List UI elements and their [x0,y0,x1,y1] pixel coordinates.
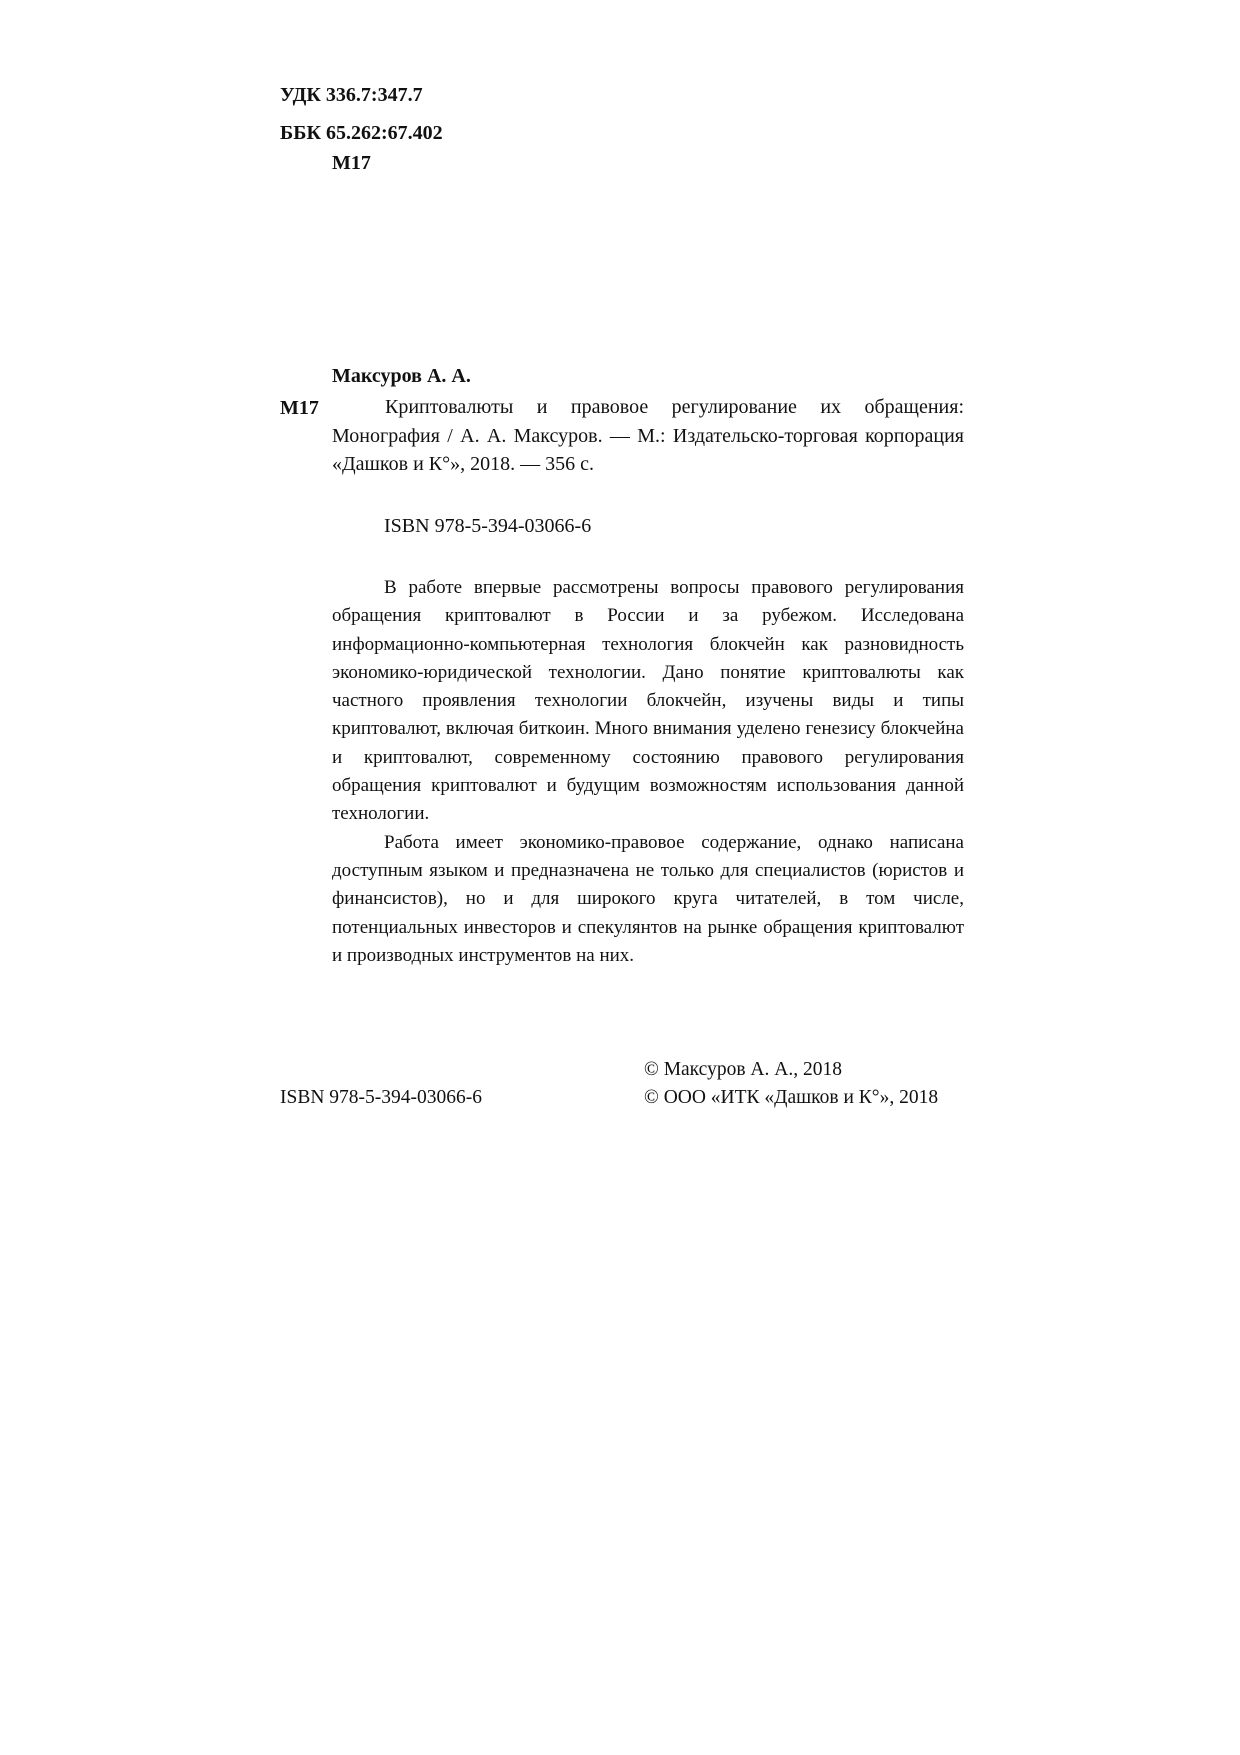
catalog-author-sign: М17 [280,397,319,419]
copyright-author: © Максуров А. А., 2018 [644,1059,842,1080]
udk-code: УДК 336.7:347.7 [280,84,423,106]
bbk-code: ББК 65.262:67.402 [280,122,443,144]
annotation [332,574,964,970]
author-sign: М17 [332,152,371,174]
catalog-isbn: ISBN 978-5-394-03066-6 [384,515,592,537]
annotation-paragraph: В работе впервые рассмотрены вопросы правового регулирования обращения криптовалют в России и за рубежом. Исследована информационно-компьютерная технология блокчейн как разновидность экономико-юридической технологии. Дано понятие криптовалюты как частного проявления технологии блокчейн, изучены виды и типы криптовалют, включая биткоин. Много внимания уделено генезису блокчейна и криптовалют, современному состоянию правового регулирования обращения криптовалют и будущим возможностям использования данной технологии. [332,577,964,825]
bibliographic-description-text: Криптовалюты и правовое регулирование их обращения: Монография / А. А. Максуров. — М.: Издательско-торговая корпорация «Дашков и К°», 2018. — 356 с. [332,396,964,475]
annotation-paragraph: Работа имеет экономико-правовое содержание, однако написана доступным языком и предназначена не только для специалистов (юристов и финансистов), но и для широкого круга читателей, в том числе, потенциальных инвесторов и спекулянтов на рынке обращения криптовалют и производных инструментов на них. [332,831,964,966]
footer-isbn: ISBN 978-5-394-03066-6 [280,1087,483,1108]
author-name: Максуров А. А. [332,365,471,387]
bibliographic-description [332,393,964,479]
copyright-publisher: © ООО «ИТК «Дашков и К°», 2018 [644,1087,939,1108]
